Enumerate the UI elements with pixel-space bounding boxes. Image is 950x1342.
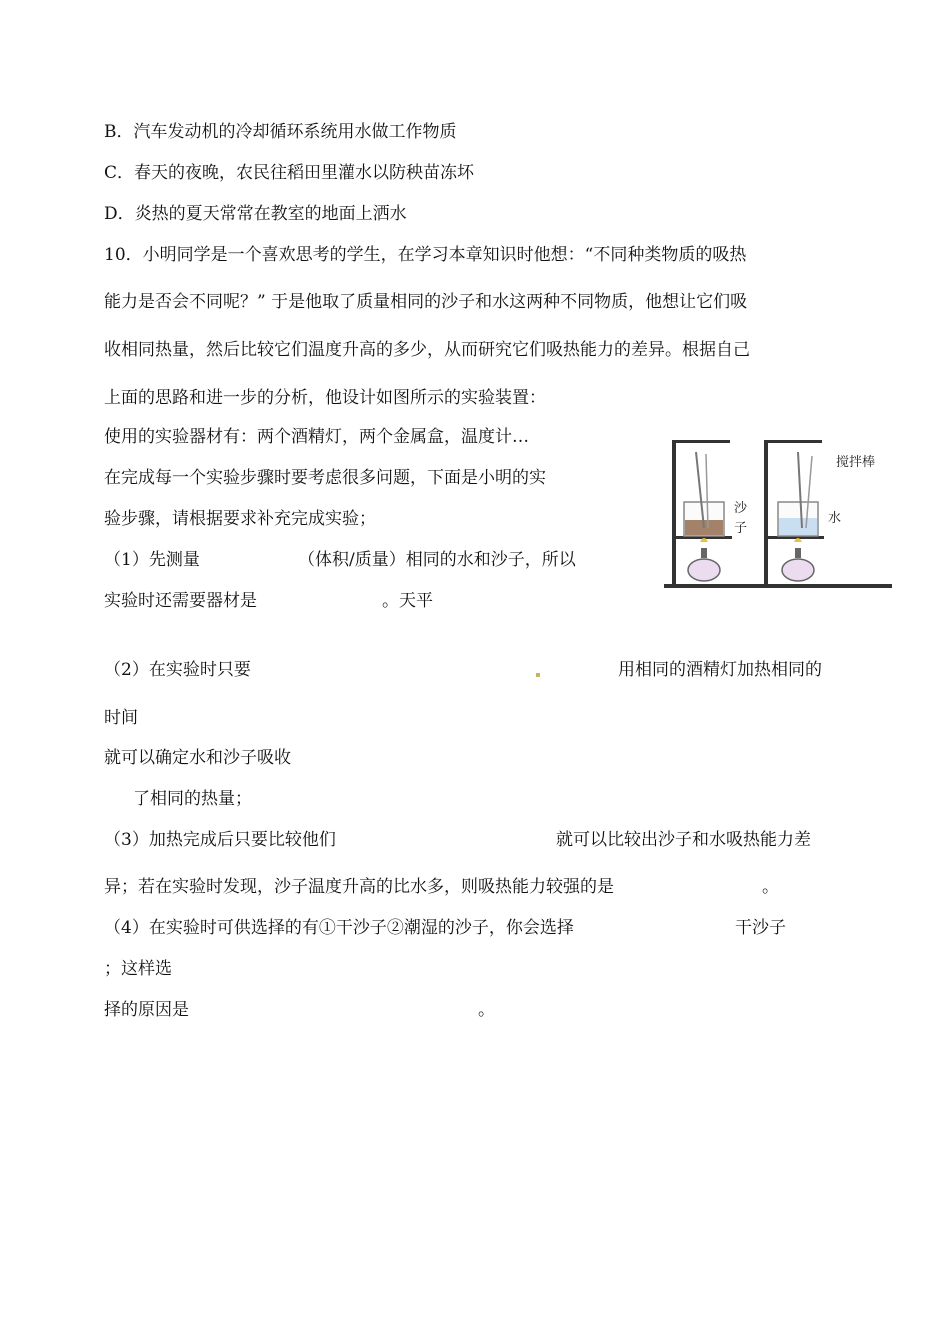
sand-alcohol-lamp — [688, 538, 720, 581]
question10-line-3: 收相同热量，然后比较它们温度升高的多少，从而研究它们吸热能力的差异。根据自己 — [104, 340, 750, 360]
step1-answer: 。天平 — [382, 591, 433, 611]
step1-part-c: 实验时还需要器材是 — [104, 591, 257, 611]
steps-intro-2: 验步骤，请根据要求补充完成实验； — [104, 509, 376, 529]
step3-part-b: 就可以比较出沙子和水吸热能力差 — [556, 830, 811, 850]
steps-intro-1: 在完成每一个实验步骤时要考虑很多问题，下面是小明的实 — [104, 468, 546, 488]
step2-part-c: 时间 — [104, 708, 138, 728]
step2-part-b: 用相同的酒精灯加热相同的 — [618, 660, 822, 680]
option-c: C．春天的夜晚，农民往稻田里灌水以防秧苗冻坏 — [104, 163, 475, 183]
option-b: B．汽车发动机的冷却循环系统用水做工作物质 — [104, 122, 457, 142]
step1-part-a: （1）先测量 — [104, 550, 200, 570]
step2-part-e: 了相同的热量； — [133, 789, 252, 809]
step4-part-c: 择的原因是 — [104, 1000, 189, 1020]
water-beaker — [778, 452, 818, 536]
label-sand-1: 沙 — [734, 501, 748, 516]
step2-part-a: （2）在实验时只要 — [104, 660, 251, 680]
question10-line-2: 能力是否会不同呢？” 于是他取了质量相同的沙子和水这两种不同物质，他想让它们吸 — [104, 292, 748, 312]
sand-beaker — [684, 452, 724, 536]
question10-line-4: 上面的思路和进一步的分析，他设计如图所示的实验装置： — [104, 388, 546, 408]
label-sand-2: 子 — [734, 521, 748, 536]
option-d: D．炎热的夏天常常在教室的地面上洒水 — [104, 204, 407, 224]
step4-part-b: ；这样选 — [104, 959, 172, 979]
water-alcohol-lamp — [782, 538, 814, 581]
step1-part-b: （体积/质量）相同的水和沙子，所以 — [298, 550, 576, 570]
step4-part-d: 。 — [478, 1000, 495, 1020]
question10-line-1: 10．小明同学是一个喜欢思考的学生，在学习本章知识时他想：“不同种类物质的吸热 — [104, 245, 747, 265]
equipment-text: 使用的实验器材有：两个酒精灯，两个金属盒，温度计… — [104, 427, 529, 447]
step3-part-a: （3）加热完成后只要比较他们 — [104, 830, 336, 850]
label-stirrer: 搅拌棒 — [836, 455, 876, 470]
label-water: 水 — [828, 511, 842, 526]
step2-part-d: 就可以确定水和沙子吸收 — [104, 748, 291, 768]
base-plate — [664, 584, 892, 588]
stray-dot — [536, 673, 540, 677]
step4-part-a: （4）在实验时可供选择的有①干沙子②潮湿的沙子，你会选择 — [104, 918, 574, 938]
step4-answer: 干沙子 — [735, 918, 786, 938]
step3-part-d: 。 — [762, 877, 779, 897]
experiment-apparatus-figure — [662, 430, 894, 600]
step3-part-c: 异；若在实验时发现，沙子温度升高的比水多，则吸热能力较强的是 — [104, 877, 614, 897]
